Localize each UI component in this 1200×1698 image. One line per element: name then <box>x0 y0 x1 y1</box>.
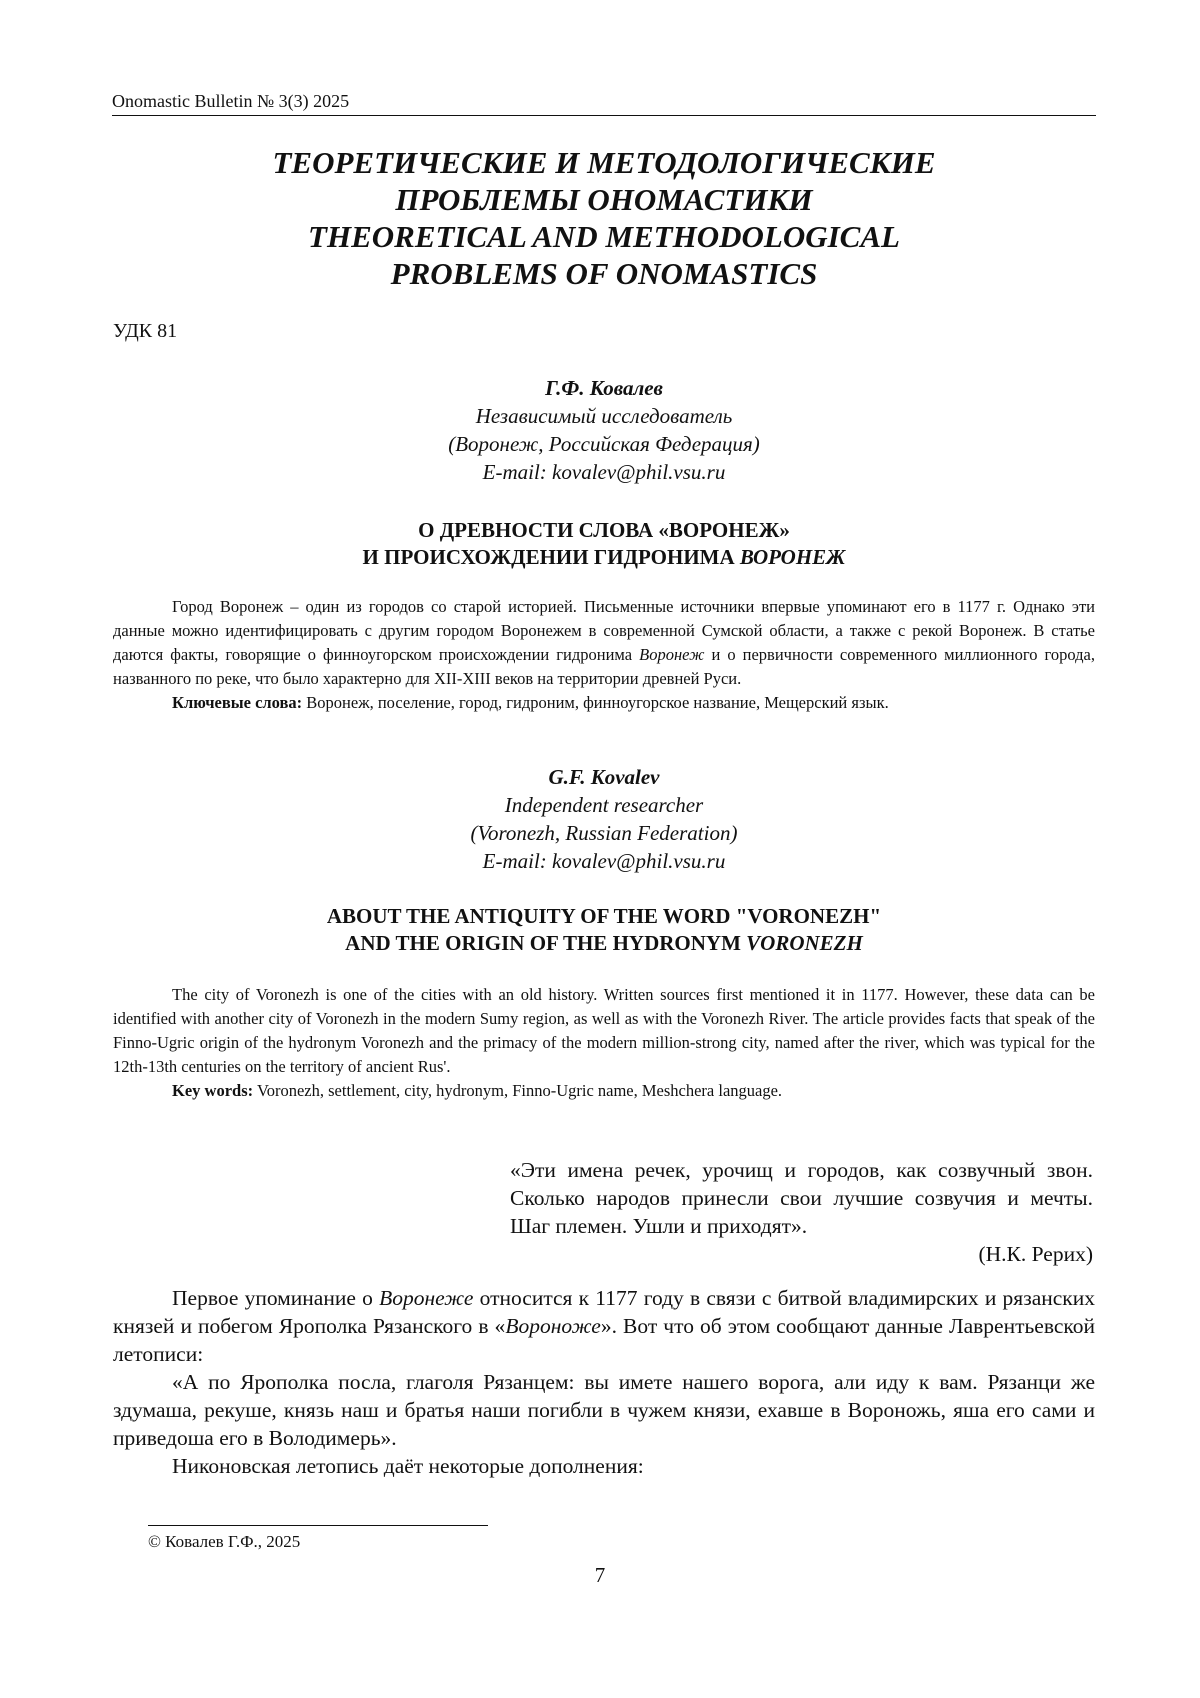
abstract-text <box>113 595 1095 691</box>
title-text: AND THE ORIGIN OF THE HYDRONYM <box>345 931 746 955</box>
section-title <box>112 144 1096 292</box>
keywords-list: Voronezh, settlement, city, hydronym, Finno-Ugric name, Meshchera language. <box>253 1081 782 1100</box>
article-title-line: О ДРЕВНОСТИ СЛОВА «ВОРОНЕЖ» <box>112 517 1096 544</box>
author-name: G.F. Kovalev <box>112 763 1096 791</box>
epigraph-source: (Н.К. Рерих) <box>510 1240 1093 1268</box>
article-title-line <box>112 930 1096 957</box>
abstract-en <box>113 983 1095 1103</box>
section-title-line: THEORETICAL AND METHODOLOGICAL <box>112 218 1096 255</box>
author-affiliation: Independent researcher <box>112 791 1096 819</box>
section-title-line: PROBLEMS OF ONOMASTICS <box>112 255 1096 292</box>
body-paragraph: Никоновская летопись даёт некоторые дополнения: <box>113 1452 1095 1480</box>
abstract-text: The city of Voronezh is one of the cities with an old history. Written sources first mentioned it in 1177. However, these data can be identified with another city of Voronezh in the modern Sumy region, as well as with the Voronezh River. The article provides facts that speak of the Finno-Ugric origin of the hydronym Voronezh and the primacy of the modern million-strong city, named after the river, which was typical for the 12th-13th centuries on the territory of ancient Rus'. <box>113 983 1095 1079</box>
running-header: Onomastic Bulletin № 3(3) 2025 <box>112 91 1096 116</box>
author-location: (Voronezh, Russian Federation) <box>112 819 1096 847</box>
abstract-ru <box>113 595 1095 715</box>
section-title-line: ПРОБЛЕМЫ ОНОМАСТИКИ <box>112 181 1096 218</box>
body-span: Первое упоминание о <box>172 1286 379 1310</box>
author-name: Г.Ф. Ковалев <box>112 374 1096 402</box>
footnote-copyright: © Ковалев Г.Ф., 2025 <box>148 1532 300 1552</box>
body-text <box>113 1284 1095 1480</box>
abstract-italic: Воронеж <box>639 645 704 664</box>
body-span: относится к 1177 году в связи с битвой владимирских и рязанских князей и побегом Ярополка Рязанского в « <box>113 1286 1095 1338</box>
keywords <box>113 691 1095 715</box>
section-title-line: ТЕОРЕТИЧЕСКИЕ И МЕТОДОЛОГИЧЕСКИЕ <box>112 144 1096 181</box>
keywords-label: Ключевые слова: <box>172 693 302 712</box>
title-hydronym: ВОРОНЕЖ <box>740 545 846 569</box>
keywords-list: Воронеж, поселение, город, гидроним, финноугорское название, Мещерский язык. <box>302 693 889 712</box>
body-span: ». Вот что об этом сообщают данные Лаврентьевской летописи: <box>113 1314 1095 1366</box>
body-paragraph <box>113 1284 1095 1368</box>
body-paragraph: «А по Ярополка посла, глаголя Рязанцем: вы имете нашего ворога, али иду к вам. Рязанци же здумаша, рекуше, князь наш и братья наши погибли в чужем князи, ехавше в Вороножь, яша его сами и приведоша его в Володимерь». <box>113 1368 1095 1452</box>
article-title-en <box>112 903 1096 957</box>
author-block-ru <box>112 374 1096 486</box>
article-title-line <box>112 544 1096 571</box>
title-text: И ПРОИСХОЖДЕНИИ ГИДРОНИМА <box>363 545 740 569</box>
epigraph <box>510 1156 1093 1268</box>
article-title-ru <box>112 517 1096 571</box>
title-hydronym: VORONEZH <box>746 931 863 955</box>
article-title-line: ABOUT THE ANTIQUITY OF THE WORD "VORONEZH" <box>112 903 1096 930</box>
abstract-part: Город Воронеж – один из городов со старой историей. Письменные источники впервые упоминают его в 1177 г. Однако эти данные можно идентифицировать с другим городом Воронежем в современной Сумской области, а также с рекой Воронеж. В статье даются факты, говорящие о финноугорском происхождении гидронима <box>113 597 1095 664</box>
author-location: (Воронеж, Российская Федерация) <box>112 430 1096 458</box>
author-email: E-mail: kovalev@phil.vsu.ru <box>112 458 1096 486</box>
author-block-en <box>112 763 1096 875</box>
keywords-label: Key words: <box>172 1081 253 1100</box>
author-email: E-mail: kovalev@phil.vsu.ru <box>112 847 1096 875</box>
page-number: 7 <box>0 1563 1200 1588</box>
body-italic: Вороноже <box>505 1314 601 1338</box>
body-italic: Воронеже <box>379 1286 473 1310</box>
udk-code: УДК 81 <box>113 320 177 343</box>
footnote-divider <box>148 1525 488 1526</box>
epigraph-quote: «Эти имена речек, урочищ и городов, как созвучный звон. Сколько народов принесли свои лучшие созвучия и мечты. Шаг племен. Ушли и приходят». <box>510 1156 1093 1240</box>
keywords <box>113 1079 1095 1103</box>
author-affiliation: Независимый исследователь <box>112 402 1096 430</box>
page <box>0 0 1200 1698</box>
abstract-part: и о первичности современного миллионного города, названного по реке, что было характерно для XII-XIII веков на территории древней Руси. <box>113 645 1095 688</box>
